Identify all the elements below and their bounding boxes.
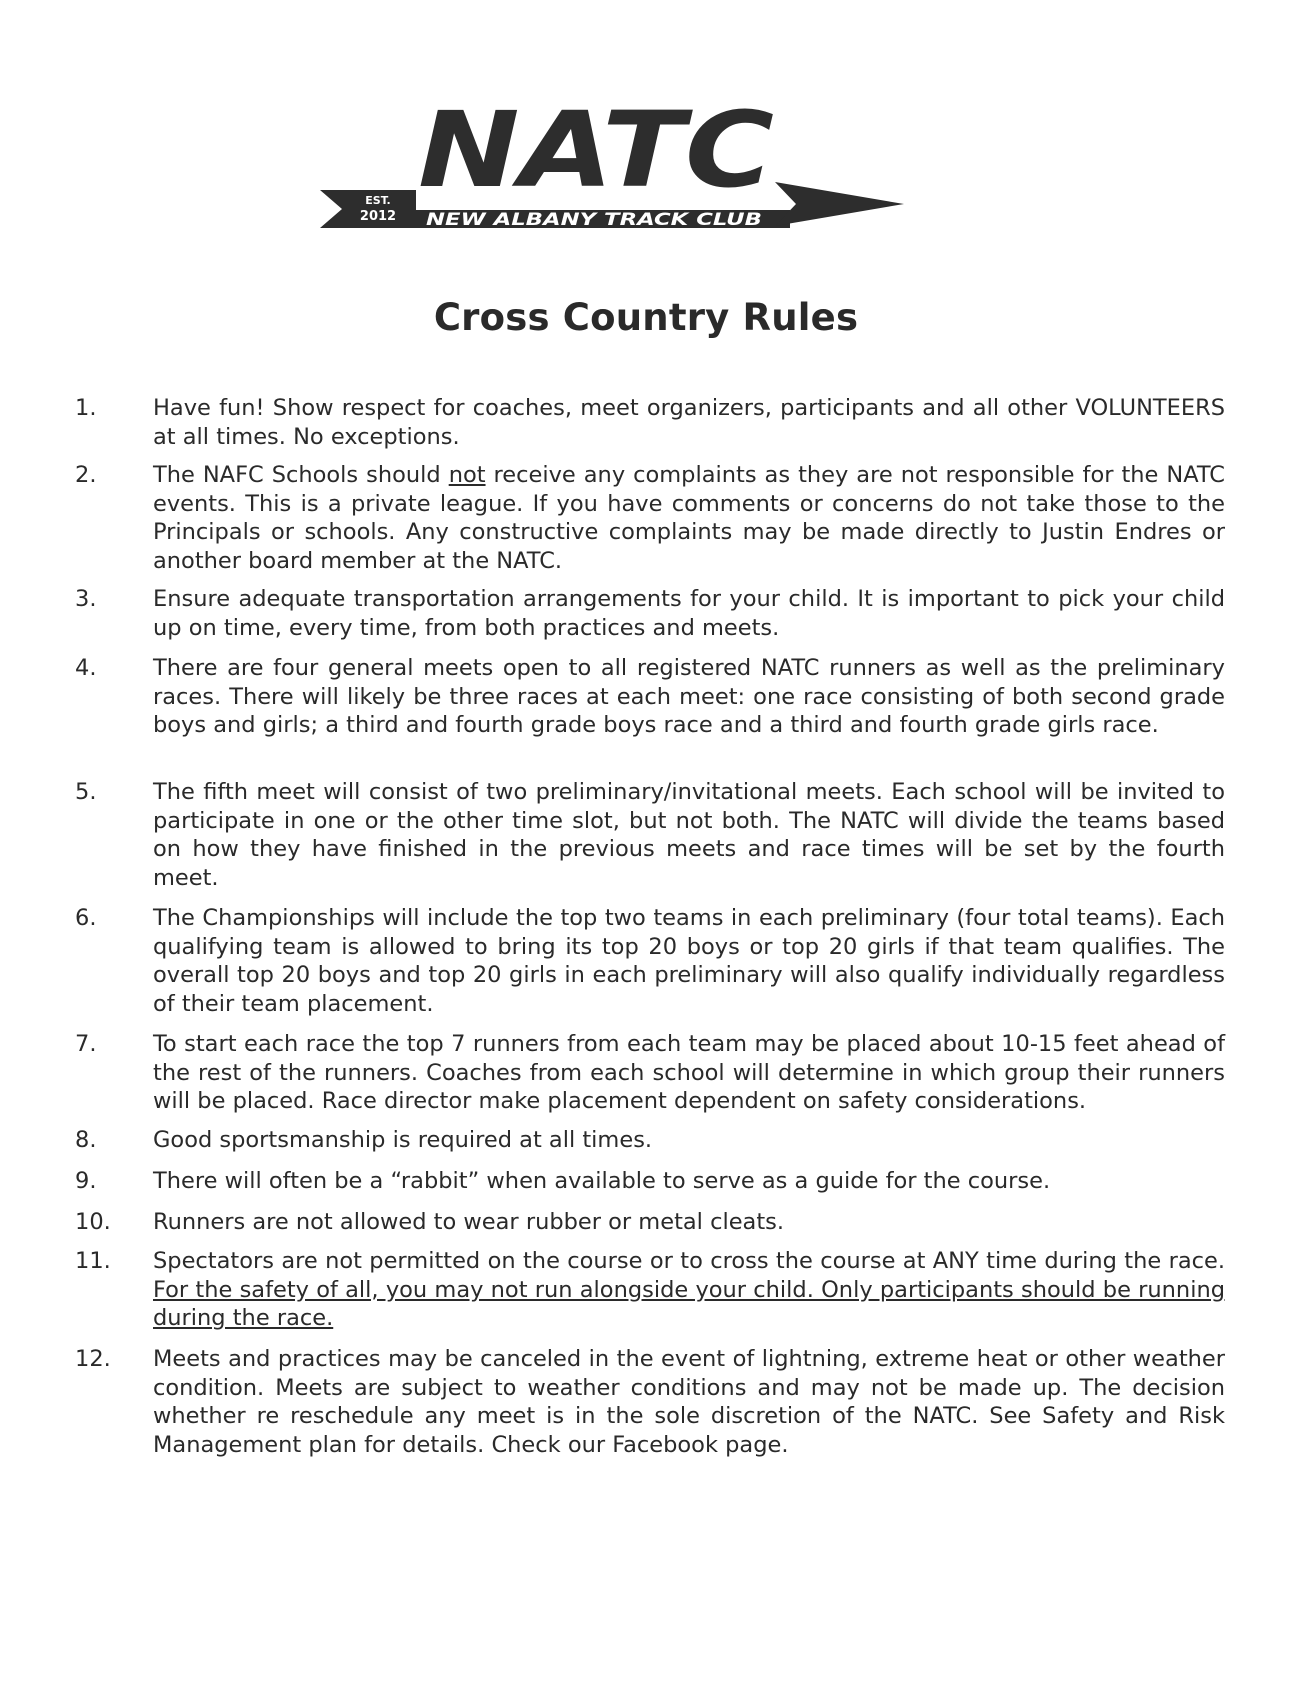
- rule-text: There will often be a “rabbit” when available to serve as a guide for the course.: [153, 1168, 1051, 1194]
- underlined-text: not: [448, 462, 486, 488]
- rule-text: The fifth meet will consist of two preliminary/invitational meets. Each school will be invited to participate in one or the other time slot, but not both. The NATC will divide the teams based on how they have finished in the previous meets and race times will be set by the fourth meet.: [153, 779, 1225, 891]
- rule-number: 1.: [75, 395, 97, 421]
- rule-text: Runners are not allowed to wear rubber or metal cleats.: [153, 1209, 785, 1235]
- rule-text: Spectators are not permitted on the course or to cross the course at ANY time during the race. For the safety of all, you may not run alongside your child. Only participants should be running during the race.: [153, 1248, 1225, 1331]
- underlined-text: For the safety of all, you may not run alongside your child. Only participants should be running during the race.: [153, 1276, 1225, 1331]
- rule-number: 8.: [75, 1127, 97, 1153]
- logo-subtitle: NEW ALBANY TRACK CLUB: [426, 210, 762, 230]
- rule-text: To start each race the top 7 runners from each team may be placed about 10-15 feet ahead of the rest of the runners. Coaches from each school will determine in which group their runners will be placed. Race director make placement dependent on safety considerations.: [153, 1031, 1225, 1114]
- rule-number: 10.: [75, 1209, 111, 1235]
- rule-number: 2.: [75, 462, 97, 488]
- rule-text: Meets and practices may be canceled in the event of lightning, extreme heat or other weather condition. Meets are subject to weather conditions and may not be made up. The decision whether re reschedule any meet is in the sole discretion of the NATC. See Safety and Risk Management plan for details. Check our Facebook page.: [153, 1346, 1225, 1458]
- rule-text: Have fun! Show respect for coaches, meet organizers, participants and all other VOLUNTEERS at all times. No exceptions.: [153, 395, 1225, 450]
- rule-number: 11.: [75, 1248, 111, 1274]
- rule-text: There are four general meets open to all registered NATC runners as well as the preliminary races. There will likely be three races at each meet: one race consisting of both second grade boys and girls; a third and fourth grade boys race and a third and fourth grade girls race.: [153, 655, 1225, 738]
- rule-text: The NAFC Schools should not receive any complaints as they are not responsible for the NATC events. This is a private league. If you have comments or concerns do not take those to the Principals or schools. Any constructive complaints may be made directly to Justin Endres or another board member at the NATC.: [153, 462, 1225, 574]
- rule-text: Good sportsmanship is required at all times.: [153, 1127, 653, 1153]
- rule-text: Ensure adequate transportation arrangements for your child. It is important to pick your child up on time, every time, from both practices and meets.: [153, 586, 1225, 641]
- rule-number: 7.: [75, 1031, 97, 1057]
- rule-number: 4.: [75, 655, 97, 681]
- logo-main-text: NATC: [418, 98, 774, 211]
- logo-est-line1: EST.: [365, 194, 391, 207]
- rule-number: 12.: [75, 1346, 111, 1372]
- rule-text: The Championships will include the top two teams in each preliminary (four total teams). Each qualifying team is allowed to bring its top 20 boys or top 20 girls if that team qualifies. The overall top 20 boys and top 20 girls in each preliminary will also qualify individually regardless of their team placement.: [153, 905, 1225, 1017]
- rule-number: 5.: [75, 779, 97, 805]
- rule-number: 3.: [75, 586, 97, 612]
- page-title: Cross Country Rules: [433, 296, 859, 339]
- logo-est-line2: 2012: [359, 209, 397, 224]
- rule-number: 6.: [75, 905, 97, 931]
- rule-number: 9.: [75, 1168, 97, 1194]
